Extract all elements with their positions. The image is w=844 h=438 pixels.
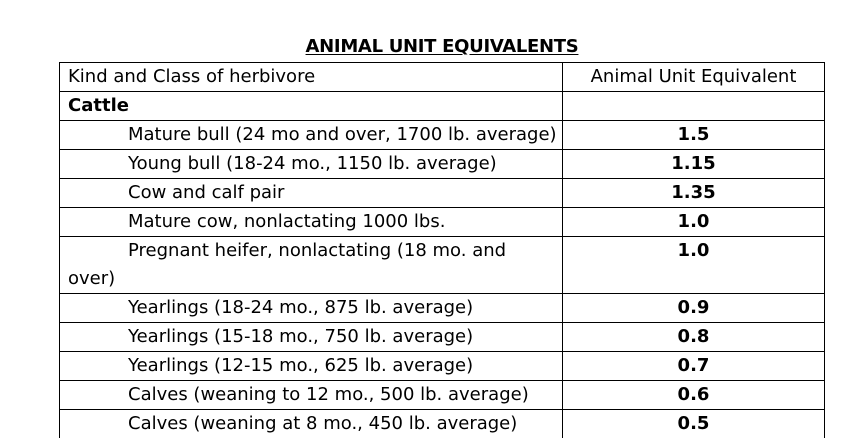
row-label: Yearlings (15-18 mo., 750 lb. average) (68, 323, 473, 351)
group-row (60, 92, 825, 121)
document-title: ANIMAL UNIT EQUIVALENTS (0, 36, 844, 57)
row-label: Cow and calf pair (68, 179, 284, 207)
column-header-kind: Kind and Class of herbivore (60, 63, 563, 92)
row-value: 1.15 (563, 150, 825, 179)
table-row (60, 121, 825, 150)
table-row (60, 381, 825, 410)
row-value: 0.7 (563, 352, 825, 381)
row-value: 0.6 (563, 381, 825, 410)
row-label: Mature cow, nonlactating 1000 lbs. (68, 208, 445, 236)
row-value: 1.0 (563, 237, 825, 294)
table-row (60, 237, 825, 294)
row-label: Calves (weaning to 12 mo., 500 lb. average) (68, 381, 529, 409)
row-label: Mature bull (24 mo and over, 1700 lb. average) (68, 121, 557, 149)
column-header-aue: Animal Unit Equivalent (563, 63, 825, 92)
table-row (60, 323, 825, 352)
row-value: 1.5 (563, 121, 825, 150)
row-value: 1.0 (563, 208, 825, 237)
group-value-empty (563, 92, 825, 121)
table-header-row (60, 63, 825, 92)
row-label: Yearlings (18-24 mo., 875 lb. average) (68, 294, 473, 322)
row-value: 1.35 (563, 179, 825, 208)
group-label-cattle: Cattle (60, 92, 563, 121)
row-value: 0.9 (563, 294, 825, 323)
row-label-continuation: over) (68, 268, 115, 289)
row-label: Young bull (18-24 mo., 1150 lb. average) (68, 150, 497, 178)
row-value: 0.5 (563, 410, 825, 438)
row-value: 0.8 (563, 323, 825, 352)
table-row (60, 352, 825, 381)
row-label: Calves (weaning at 8 mo., 450 lb. average) (68, 410, 517, 438)
animal-unit-table (59, 62, 825, 438)
table-row (60, 150, 825, 179)
table-row (60, 179, 825, 208)
table-row (60, 208, 825, 237)
row-label: Pregnant heifer, nonlactating (18 mo. and (68, 237, 506, 265)
row-label: Yearlings (12-15 mo., 625 lb. average) (68, 352, 473, 380)
table-row (60, 294, 825, 323)
table-row (60, 410, 825, 438)
